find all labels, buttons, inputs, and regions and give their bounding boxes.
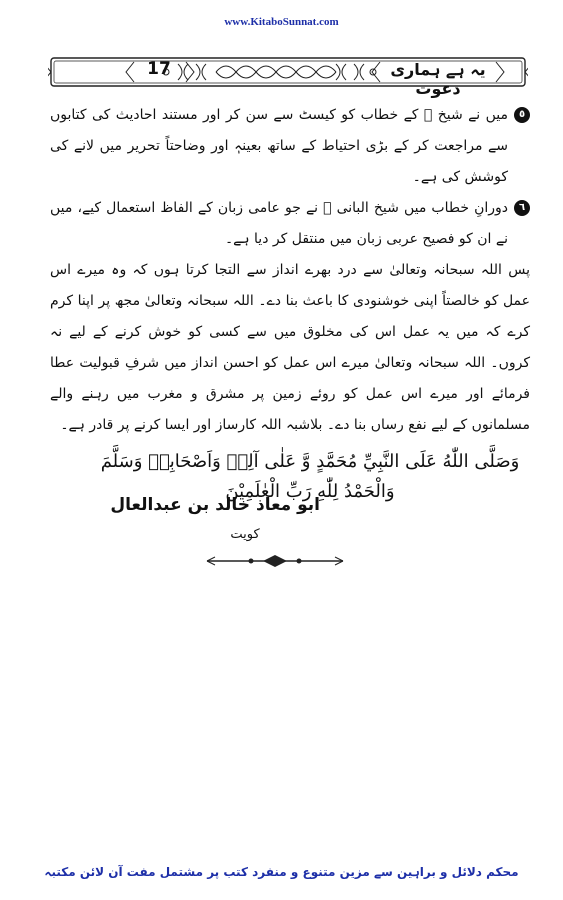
footer-tagline[interactable]: محکم دلائل و براہین سے مزین متنوع و منفرد کتب پر مشتمل مفت آن لائن مکتبہ <box>44 865 519 879</box>
duaa-line: وَصَلَّى اللّٰهُ عَلَى النَّبِيِّ مُحَمَّدٍ وَّ عَلٰى آلِهٖ وَاَصْحَابِهٖ وَسَلَّمَ <box>100 451 520 472</box>
page-body <box>50 100 530 507</box>
page-number: 17 <box>147 59 171 79</box>
divider-ornament-icon <box>205 554 345 568</box>
list-item <box>50 100 530 193</box>
author-place: کویت <box>230 527 260 542</box>
author-name: ابو معاذ خالد بن عبدالعال <box>110 495 320 515</box>
duaa-line: وَالْحَمْدُ لِلّٰهِ رَبِّ الْعٰلَمِيْنَ <box>225 481 395 502</box>
body-paragraph: پس اللہ سبحانہ وتعالیٰ سے درد بھرے انداز سے التجا کرتا ہوں کہ وہ میرے اس عمل کو خالصتاً اپنی خوشنودی کا باعث بنا دے۔ اللہ سبحانہ وتعالیٰ مجھ پر اپنا کرم کرے کہ میں یہ عمل اس کی مخلوق میں سے کسی کو خوش کرنے کے لیے نہ کروں۔ اللہ سبحانہ وتعالیٰ میرے اس عمل کو احسن انداز میں شرفِ قبولیت عطا فرمائے اور میرے اس عمل کو روئے زمین پر مشرق و مغرب میں رہنے والے مسلمانوں کے لیے نفع رساں بنا دے۔ بلاشبہ اللہ کارساز اور ایسا کرنے پر قادر ہے۔ <box>50 262 530 433</box>
item-number: ٥ <box>514 107 530 123</box>
page-title: یہ ہے ہماری دعوت <box>390 60 486 98</box>
item-number: ٦ <box>514 200 530 216</box>
page-header <box>48 52 528 98</box>
list-item <box>50 193 530 255</box>
item-text: دورانِ خطاب میں شیخ البانی ﷫ نے جو عامی زبان کے الفاظ استعمال کیے، میں نے ان کو فصیح عربی زبان میں منتقل کر دیا ہے۔ <box>50 200 508 247</box>
item-text: میں نے شیخ ﷫ کے خطاب کو کیسٹ سے سن کر اور مستند احادیث کی کتابوں سے مراجعت کر کے بڑی احتیاط کے ساتھ بعینہٖ اور وضاحتاً تحریر میں لانے کی کوشش کی ہے۔ <box>50 107 508 185</box>
site-url[interactable]: www.KitaboSunnat.com <box>224 16 339 28</box>
